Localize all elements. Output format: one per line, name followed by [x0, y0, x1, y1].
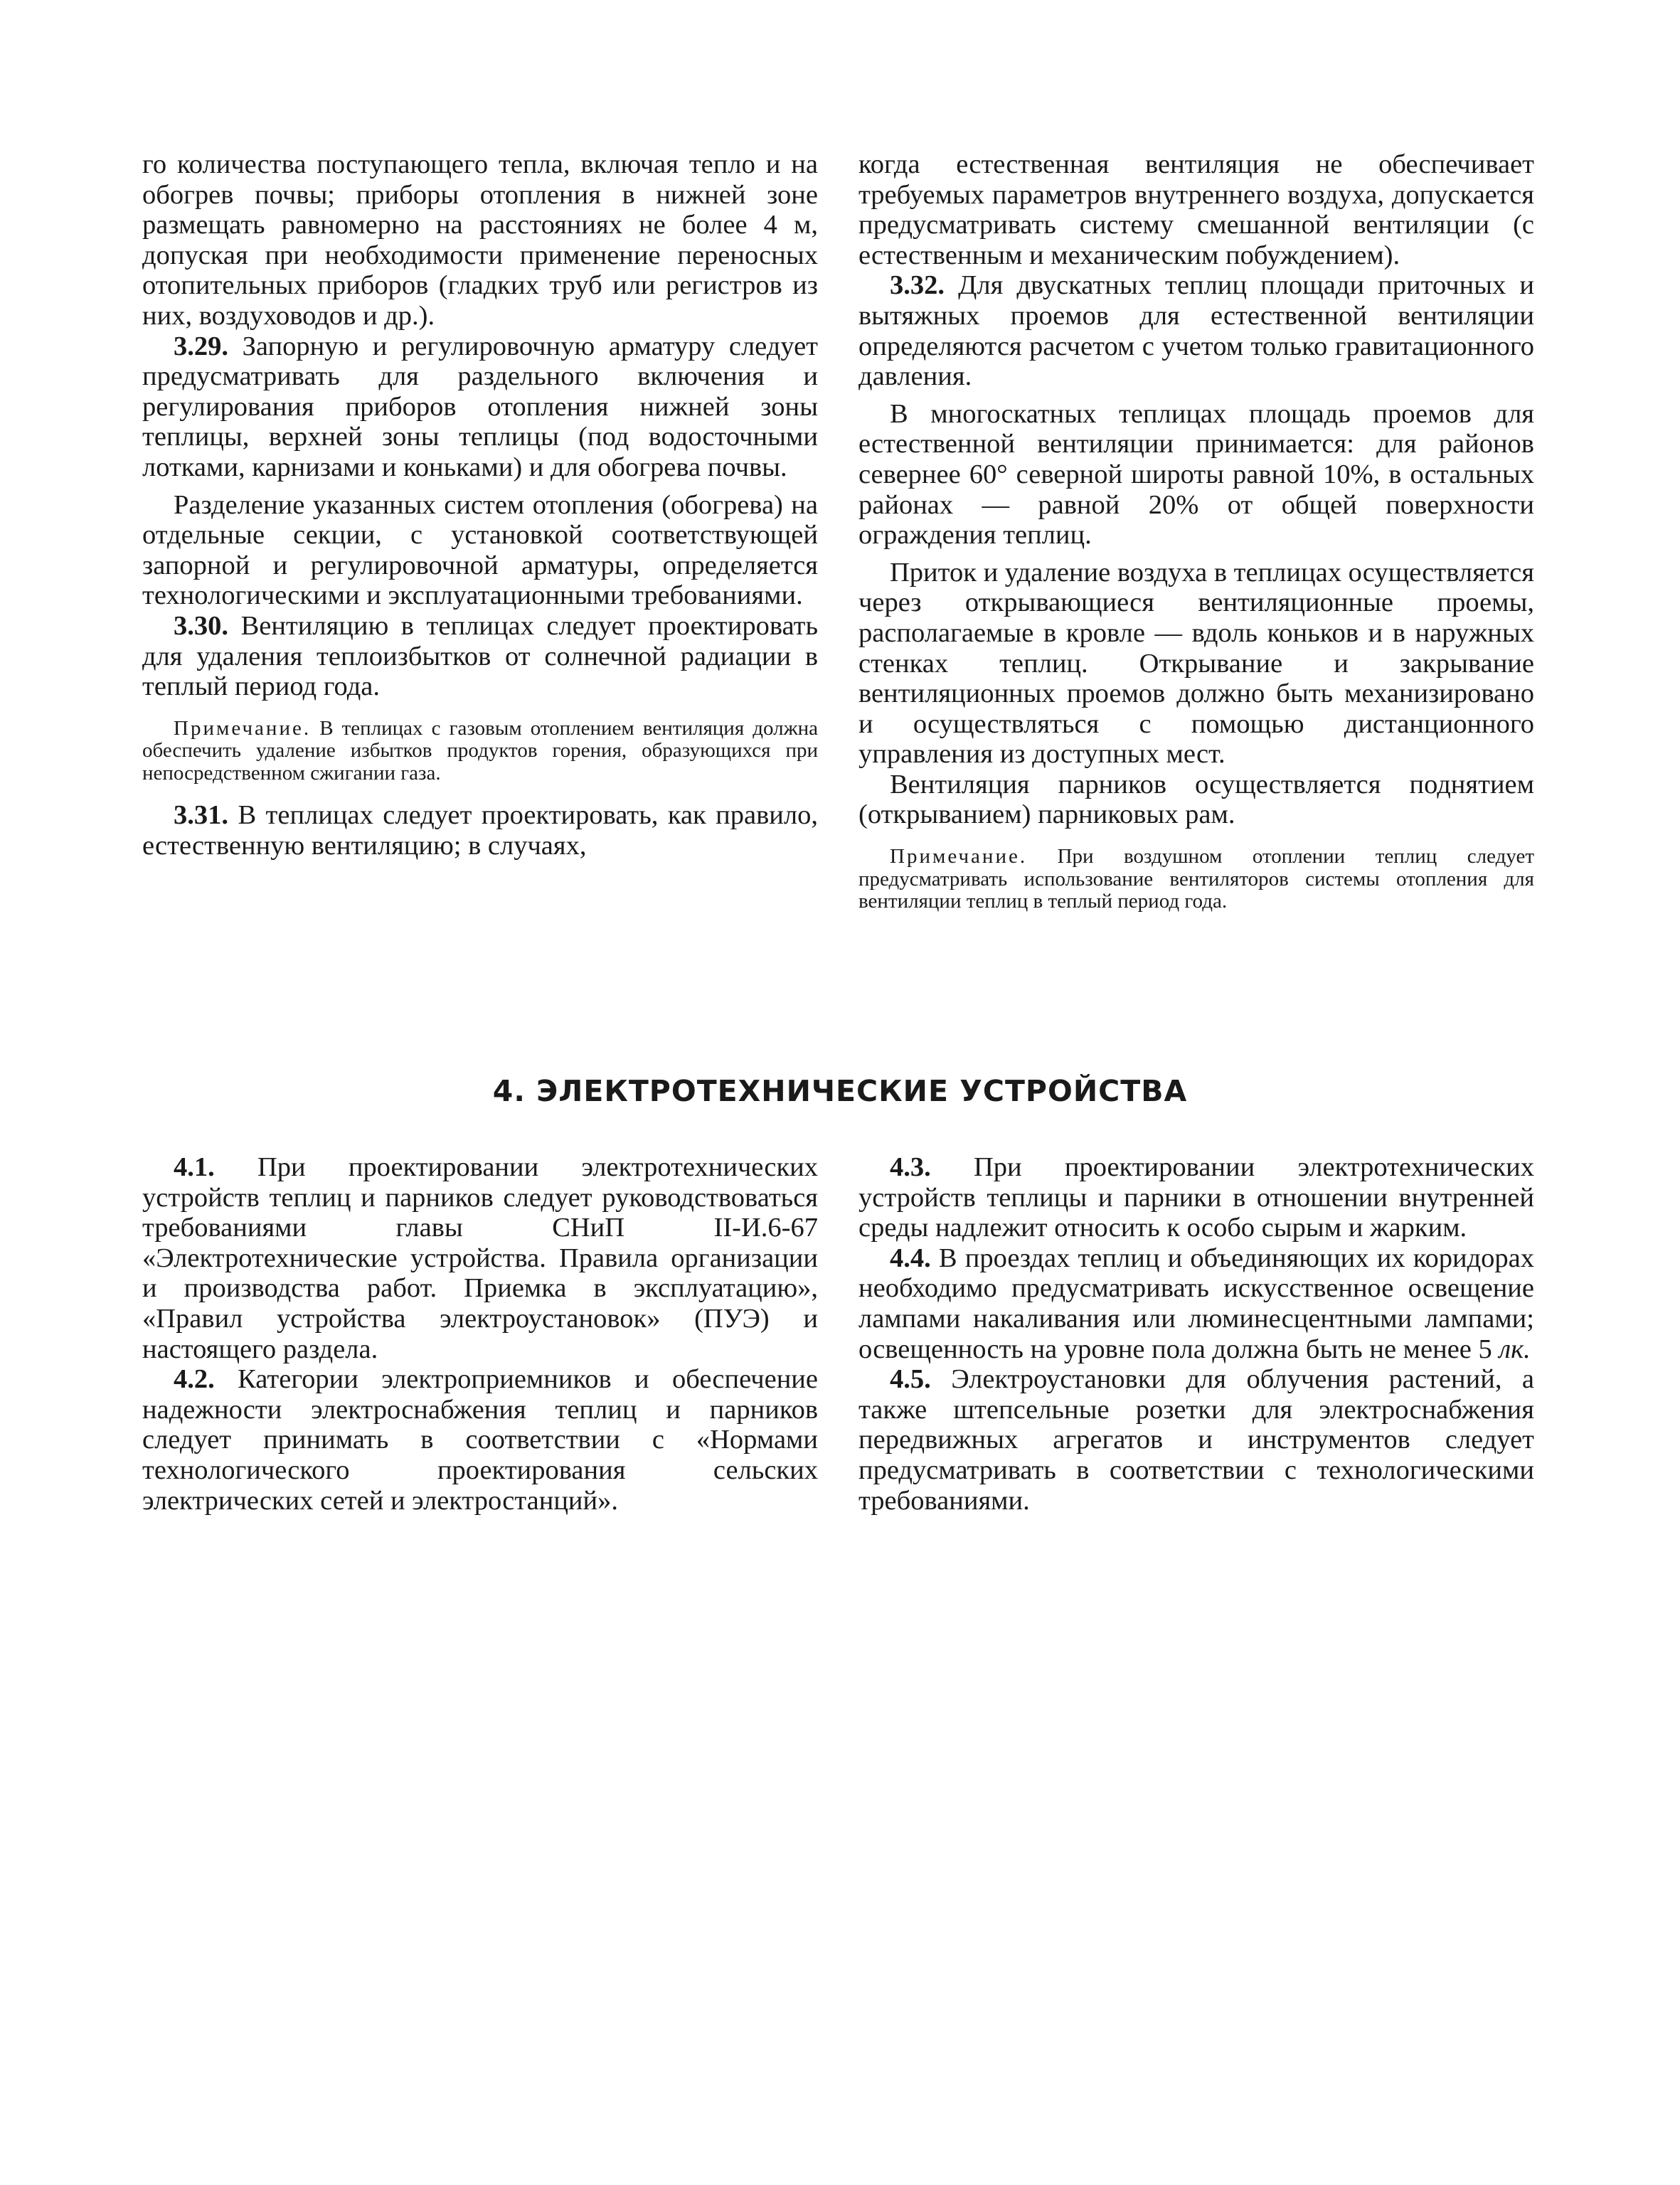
- note: [142, 718, 818, 785]
- left-column-upper: [142, 149, 818, 861]
- note-text: При воздушном отоплении теплиц следует предусматривать использование вентиляторов системы отопления для вентиляции теплиц в теплый период года.: [858, 845, 1535, 913]
- clause-number: 4.1.: [174, 1152, 215, 1182]
- paragraph: го количества поступающего тепла, включая тепло и на обогрев почвы; приборы отопления в нижней зоне размещать равномерно на расстояниях не более 4 м, допуская при необходимости применение переносных отопительных приборов (гладких труб или регистров из них, воздуховодов и др.).: [142, 149, 818, 331]
- clause-4-1: [142, 1152, 818, 1364]
- paragraph: В многоскатных теплицах площадь проемов для естественной вентиляции принимается: для районов севернее 60° северной широты равной 10%, в остальных районах — равной 20% от общей поверхности ограждения теплиц.: [858, 398, 1534, 551]
- clause-text: В проездах теплиц и объединяющих их коридорах необходимо предусматривать искусственное освещение лампами накаливания или люминесцентными лампами; освещенность на уровне пола должна быть не менее 5: [858, 1243, 1534, 1364]
- clause-number: 3.30.: [174, 610, 228, 641]
- unit: лк.: [1499, 1334, 1531, 1364]
- clause-text: Категории электроприемников и обеспечение надежности электроснабжения теплиц и парников следует принимать в соответствии с «Нормами технологического проектирования сельских электрических сетей и электростанций».: [142, 1364, 818, 1516]
- clause-4-3: [858, 1152, 1534, 1243]
- clause-number: 4.5.: [890, 1364, 931, 1395]
- note: [858, 846, 1534, 913]
- clause-text: Для двускатных теплиц площади приточных и вытяжных проемов для естественной вентиляции определяются расчетом с учетом только гравитационного давления.: [858, 270, 1535, 392]
- clause-number: 3.31.: [174, 800, 228, 831]
- note-text: В теплицах с газовым отоплением вентиляция должна обеспечить удаление избытков продуктов горения, образующихся при непосредственном сжигании газа.: [142, 716, 819, 785]
- right-column-upper: [858, 149, 1534, 929]
- clause-number: 4.2.: [174, 1364, 215, 1395]
- clause-3-29: [142, 331, 818, 483]
- right-column-lower: [858, 1152, 1534, 1516]
- paragraph: когда естественная вентиляция не обеспечивает требуемых параметров внутреннего воздуха, допускается предусматривать систему смешанной вентиляции (с естественным и механическим побуждением).: [858, 149, 1534, 270]
- clause-text: При проектировании электротехнических устройств теплиц и парников следует руководствоваться требованиями главы СНиП II-И.6-67 «Электротехнические устройства. Правила организации и производства работ. Приемка в эксплуатацию», «Правил устройства электроустановок» (ПУЭ) и настоящего раздела.: [142, 1152, 818, 1364]
- clause-text: Электроустановки для облучения растений, а также штепсельные розетки для электроснабжения передвижных агрегатов и инструментов следует предусматривать в соответствии с технологическими требованиями.: [858, 1364, 1534, 1516]
- clause-3-31: [142, 800, 818, 861]
- clause-4-2: [142, 1364, 818, 1516]
- paragraph: Разделение указанных систем отопления (обогрева) на отдельные секции, с установкой соответствующей запорной и регулировочной арматуры, определяется технологическими и эксплуатационными требованиями.: [142, 489, 818, 611]
- clause-4-4: [858, 1243, 1534, 1364]
- clause-number: 3.32.: [890, 270, 945, 301]
- clause-text: При проектировании электротехнических устройств теплицы и парники в отношении внутренней среды надлежит относить к особо сырым и жарким.: [858, 1152, 1534, 1243]
- clause-text: В теплицах следует проектировать, как правило, естественную вентиляцию; в случаях,: [142, 800, 818, 861]
- clause-3-30: [142, 611, 818, 702]
- clause-text: Вентиляцию в теплицах следует проектировать для удаления теплоизбытков от солнечной радиации в теплый период года.: [142, 610, 819, 702]
- left-column-lower: [142, 1152, 818, 1516]
- clause-3-32: [858, 270, 1534, 391]
- clause-number: 4.4.: [890, 1243, 931, 1273]
- clause-number: 3.29.: [174, 331, 228, 361]
- clause-number: 4.3.: [890, 1152, 931, 1182]
- paragraph: Приток и удаление воздуха в теплицах осуществляется через открывающиеся вентиляционные проемы, располагаемые в кровле — вдоль коньков и в наружных стенках теплиц. Открывание и закрывание вентиляционных проемов должно быть механизировано и осуществляться с помощью дистанционного управления из доступных мест.: [858, 557, 1534, 770]
- note-label: Примечание.: [174, 716, 312, 740]
- clause-text: Запорную и регулировочную арматуру следует предусматривать для раздельного включения и регулирования приборов отопления нижней зоны теплицы, верхней зоны теплицы (под водосточными лотками, карнизами и коньками) и для обогрева почвы.: [142, 331, 818, 482]
- section-heading: 4. ЭЛЕКТРОТЕХНИЧЕСКИЕ УСТРОЙСТВА: [492, 1074, 1188, 1108]
- clause-4-5: [858, 1364, 1534, 1516]
- paragraph: Вентиляция парников осуществляется поднятием (открыванием) парниковых рам.: [858, 769, 1534, 830]
- note-label: Примечание.: [890, 845, 1028, 868]
